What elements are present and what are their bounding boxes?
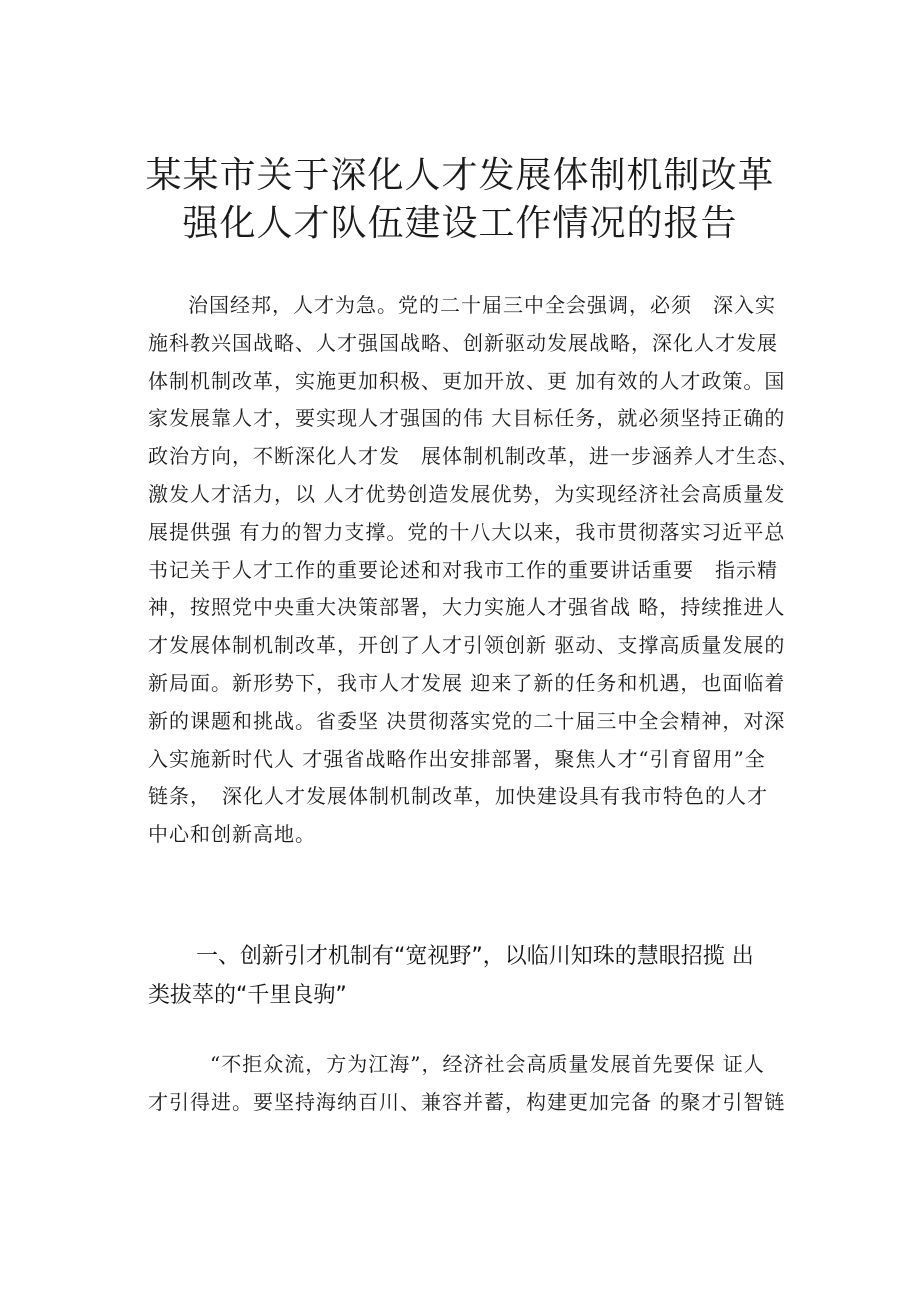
paragraph-section-1 [148,1046,813,1122]
paragraph-line: 入实施新时代人 才强省战略作出安排部署，聚焦人才“引育留用”全 [148,746,766,771]
paragraph-line: 家发展靠人才，要实现人才强国的伟 大目标任务，就必须坚持正确的 [148,406,786,431]
paragraph-line: 新的课题和挑战。省委坚 决贯彻落实党的二十届三中全会精神，对深 [148,708,786,733]
document-title [0,152,920,248]
paragraph-line: 新局面。新形势下，我市人才发展 迎来了新的任务和机遇，也面临着 [148,670,786,695]
paragraph-line: 展提供强 有力的智力支撑。党的十八大以来，我市贯彻落实习近平总 [148,519,786,544]
paragraph-line: 政治方向，不断深化人才发 展体制机制改革，进一步涵养人才生态、 [148,444,799,469]
heading-line: 一、创新引才机制有“宽视野”，以临川知珠的慧眼招揽 出 [196,944,754,969]
paragraph-line: 中心和创新高地。 [148,822,316,847]
paragraph-line: 才发展体制机制改革，开创了人才引领创新 驱动、支撑高质量发展的 [148,633,786,658]
paragraph-line: 才引得进。要坚持海纳百川、兼容并蓄，构建更加完备 的聚才引智链 [148,1089,786,1114]
paragraph-line: 施科教兴国战略、人才强国战略、创新驱动发展战略，深化人才发展 [148,330,778,355]
paragraph-line: 链条， 深化人才发展体制机制改革，加快建设具有我市特色的人才 [148,784,768,809]
paragraph-line: “不拒众流，方为江海”，经济社会高质量发展首先要保 证人 [210,1052,765,1076]
paragraph-line: 治国经邦，人才为急。党的二十届三中全会强调，必须 深入实 [188,293,776,317]
heading-line: 类拔萃的“千里良驹” [148,983,347,1008]
title-line-1: 某某市关于深化人才发展体制机制改革 [145,155,775,196]
paragraph-line: 书记关于人才工作的重要论述和对我市工作的重要讲话重要 指示精 [148,557,778,582]
paragraph-line: 神，按照党中央重大决策部署，大力实施人才强省战 略，持续推进人 [148,595,786,620]
paragraph-line: 激发人才活力，以 人才优势创造发展优势，为实现经济社会高质量发 [148,481,786,506]
title-line-2: 强化人才队伍建设工作情况的报告 [182,203,738,244]
section-heading-1 [148,937,813,1015]
paragraph-intro [148,287,813,854]
paragraph-line: 体制机制改革，实施更加积极、更加开放、更 加有效的人才政策。国 [148,368,786,393]
